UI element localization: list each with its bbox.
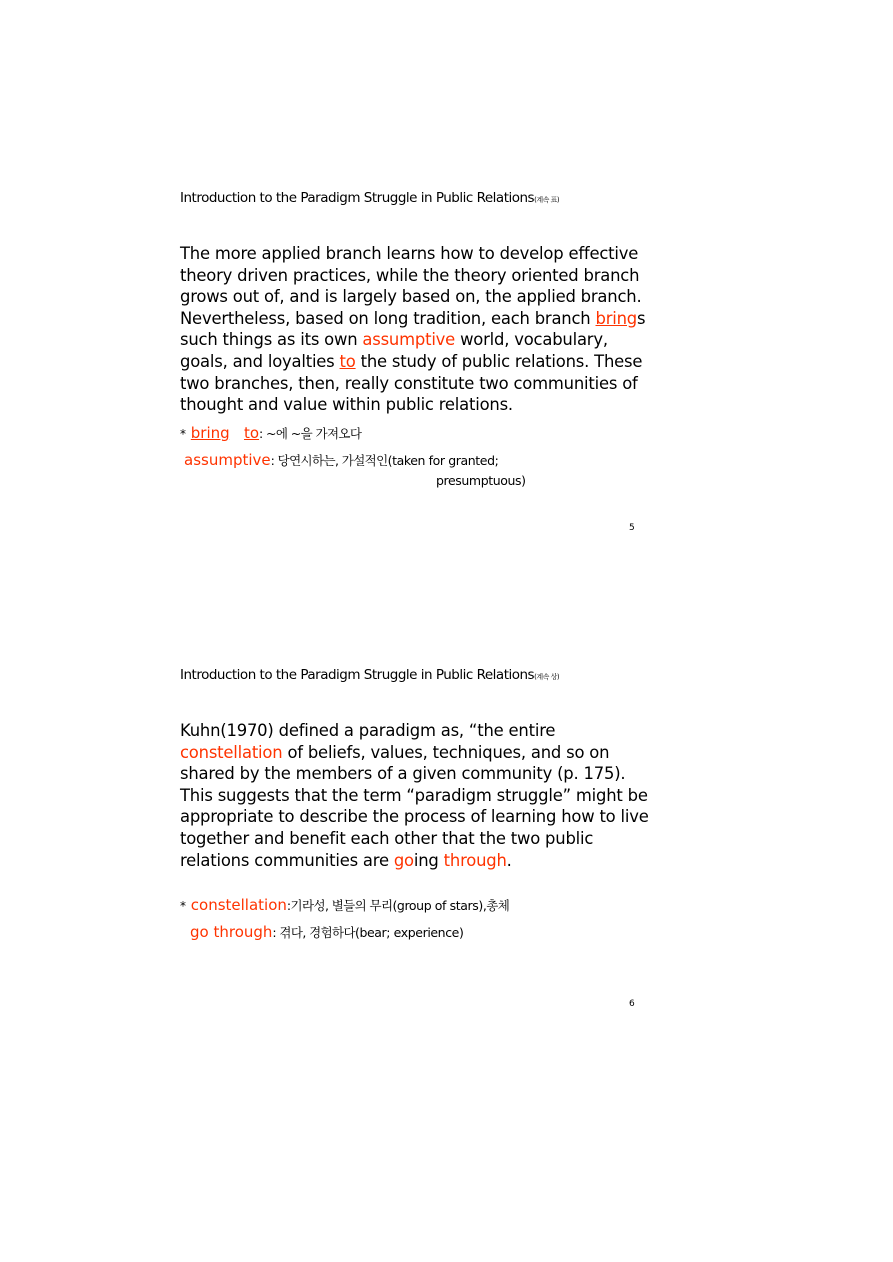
vocab-meaning: :기라성, 별들의 무리 [286, 898, 393, 914]
vocab-term: assumptive [184, 450, 271, 469]
body-text: . [506, 850, 512, 870]
vocab-meaning: : 겪다, 경험하다 [272, 925, 355, 941]
highlight-bring: bring [595, 308, 638, 328]
vocab-meaning: : ~에 ~을 가져오다 [259, 425, 362, 441]
vocab-english: (taken for granted; [387, 452, 499, 468]
slide-body [180, 720, 650, 871]
body-text: s such things as its own [180, 308, 646, 350]
vocab-english: (group of stars) [392, 898, 483, 914]
vocab-note-constellation [180, 895, 650, 916]
page-number: 5 [629, 523, 635, 533]
body-text: Kuhn(1970) defined a paradigm as, “the entire [180, 721, 556, 740]
vocab-meaning: ,총체 [482, 898, 510, 914]
vocab-english: (bear; experience) [355, 925, 464, 941]
slide-5 [180, 190, 650, 490]
vocab-meaning: : 당연시하는, 가설적인 [270, 452, 388, 468]
highlight-assumptive: assumptive [362, 330, 456, 350]
highlight-constellation: constellation [180, 742, 283, 762]
slide-title-text: Introduction to the Paradigm Struggle in Public Relations [180, 667, 535, 683]
slide-title-tag: (계속 표) [534, 196, 560, 204]
body-text: of beliefs, values, techniques, and so on shared by the members of a given community (p. 175). This suggests that the term “paradigm struggle” might be appropriate to describe the process of learning how to live together and benefit each other that the two public relations communities are [180, 742, 649, 870]
note-bullet: * [180, 899, 186, 914]
slide-body [180, 243, 650, 416]
vocab-english: presumptuous) [436, 472, 526, 488]
vocab-note-assumptive [180, 450, 650, 471]
body-text: The more applied branch learns how to develop effective theory driven practices, while the theory oriented branch grows out of, and is largely based on, the applied branch. Nevertheless, based on long tradition, each branch [180, 244, 642, 328]
vocab-term: constellation [190, 896, 287, 915]
body-text: ing [413, 850, 444, 870]
vocab-note-bring [180, 423, 650, 444]
vocab-note-assumptive-cont [180, 471, 650, 490]
body-text: world, vocabulary, goals, and loyalties [180, 330, 608, 371]
vocab-term: to [243, 423, 260, 442]
slide-title-text: Introduction to the Paradigm Struggle in Public Relations [180, 190, 535, 206]
slide-6 [180, 667, 650, 943]
note-bullet: * [180, 426, 186, 441]
vocab-term: bring [190, 423, 230, 442]
highlight-to: to [339, 351, 356, 371]
vocab-note-go-through [180, 922, 650, 943]
vocab-term: go through [190, 923, 273, 942]
highlight-go: go [393, 850, 414, 870]
slide-title [180, 190, 650, 206]
slide-title [180, 667, 650, 683]
body-text: the study of public relations. These two branches, then, really constitute two communities of thought and value within public relations. [180, 351, 643, 415]
highlight-through: through [443, 850, 507, 870]
page-number: 6 [629, 999, 635, 1009]
slide-title-tag: (계속 상) [534, 673, 560, 681]
